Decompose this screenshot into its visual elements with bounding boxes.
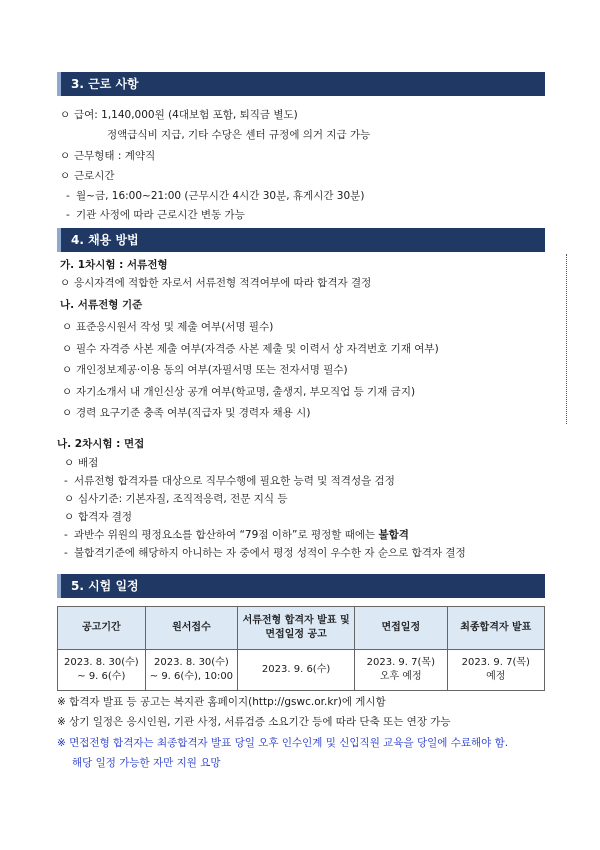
- step2-item: ㅇ 합격자 결정: [64, 511, 133, 523]
- employment-type-line: ㅇ 근무형태 : 계약직: [60, 150, 156, 162]
- pass-criterion: - 불합격기준에 해당하지 아니하는 자 중에서 평정 성적이 우수한 자 순으로 합격자 결정: [64, 547, 466, 559]
- criteria-item: ㅇ 표준응시원서 작성 및 제출 여부(서명 필수): [62, 321, 274, 333]
- pay-line: ㅇ 급여: 1,140,000원 (4대보험 포함, 퇴직금 별도): [60, 109, 298, 121]
- work-hours-detail: - 월~금, 16:00~21:00 (근무시간 4시간 30분, 휴게시간 30분): [66, 190, 365, 202]
- col-header: 서류전형 합격자 발표 및 면접일정 공고: [238, 607, 355, 650]
- section-3-title: 3. 근로 사항: [71, 77, 139, 91]
- criteria-item: ㅇ 경력 요구기준 충족 여부(직급자 및 경력자 채용 시): [62, 407, 311, 419]
- step1-item: ㅇ 응시자격에 적합한 자로서 서류전형 적격여부에 따라 합격자 결정: [60, 277, 372, 289]
- col-header: 공고기간: [58, 607, 146, 650]
- schedule-cell: 2023. 9. 7(목) 예정: [447, 650, 544, 691]
- note-blue: 해당 일정 가능한 자만 지원 요망: [72, 757, 221, 769]
- meal-allowance-line: 정액급식비 지급, 기타 수당은 센터 규정에 의거 지급 가능: [107, 129, 371, 141]
- schedule-table: [57, 606, 545, 691]
- criteria-item: ㅇ 개인정보제공·이용 동의 여부(자필서명 또는 전자서명 필수): [62, 364, 348, 376]
- step1-title: 가. 1차시험 : 서류전형: [60, 259, 168, 271]
- section-3-header: [57, 72, 545, 96]
- note-blue: ※ 면접전형 합격자는 최종합격자 발표 당일 오후 인수인계 및 신입직원 교육을 당일에 수료해야 함.: [57, 737, 509, 749]
- criteria-title: 나. 서류전형 기준: [60, 299, 143, 311]
- schedule-cell: 2023. 9. 7(목) 오후 예정: [355, 650, 448, 691]
- section-5-title: 5. 시험 일정: [71, 579, 139, 593]
- work-hours-line: ㅇ 근로시간: [60, 170, 115, 182]
- criteria-item: ㅇ 자기소개서 내 개인신상 공개 여부(학교명, 출생지, 부모직업 등 기재 금지): [62, 386, 416, 398]
- work-hours-variation: - 기관 사정에 따라 근로시간 변동 가능: [66, 209, 245, 221]
- schedule-header-row: [58, 607, 545, 650]
- section-4-title: 4. 채용 방법: [71, 233, 139, 247]
- col-header: 원서접수: [145, 607, 238, 650]
- note: ※ 합격자 발표 등 공고는 복지관 홈페이지(http://gswc.or.kr)에 게시함: [57, 696, 386, 708]
- col-header: 최종합격자 발표: [447, 607, 544, 650]
- schedule-row: [58, 650, 545, 691]
- schedule-cell: 2023. 8. 30(수) ~ 9. 6(수), 10:00: [145, 650, 238, 691]
- note: ※ 상기 일정은 응시인원, 기관 사정, 서류검증 소요기간 등에 따라 단축 또는 연장 가능: [57, 716, 451, 728]
- section-4-header: [57, 228, 545, 252]
- criteria-item: ㅇ 필수 자격증 사본 제출 여부(자격증 사본 제출 및 이력서 상 자격번호 기재 여부): [62, 343, 439, 355]
- step2-item: - 서류전형 합격자를 대상으로 직무수행에 필요한 능력 및 적격성을 검정: [64, 475, 395, 487]
- schedule-cell: 2023. 9. 6(수): [238, 650, 355, 691]
- fail-criterion: - 과반수 위원의 평정요소를 합산하여 “79점 이하”로 평정할 때에는 불합격: [64, 529, 409, 541]
- step2-item: ㅇ 배점: [64, 457, 99, 469]
- step2-item: ㅇ 심사기준: 기본자질, 조직적응력, 전문 지식 등: [64, 493, 288, 505]
- section-5-header: [57, 574, 545, 598]
- col-header: 면접일정: [355, 607, 448, 650]
- schedule-cell: 2023. 8. 30(수) ~ 9. 6(수): [58, 650, 146, 691]
- step2-title: 나. 2차시험 : 면접: [57, 438, 145, 450]
